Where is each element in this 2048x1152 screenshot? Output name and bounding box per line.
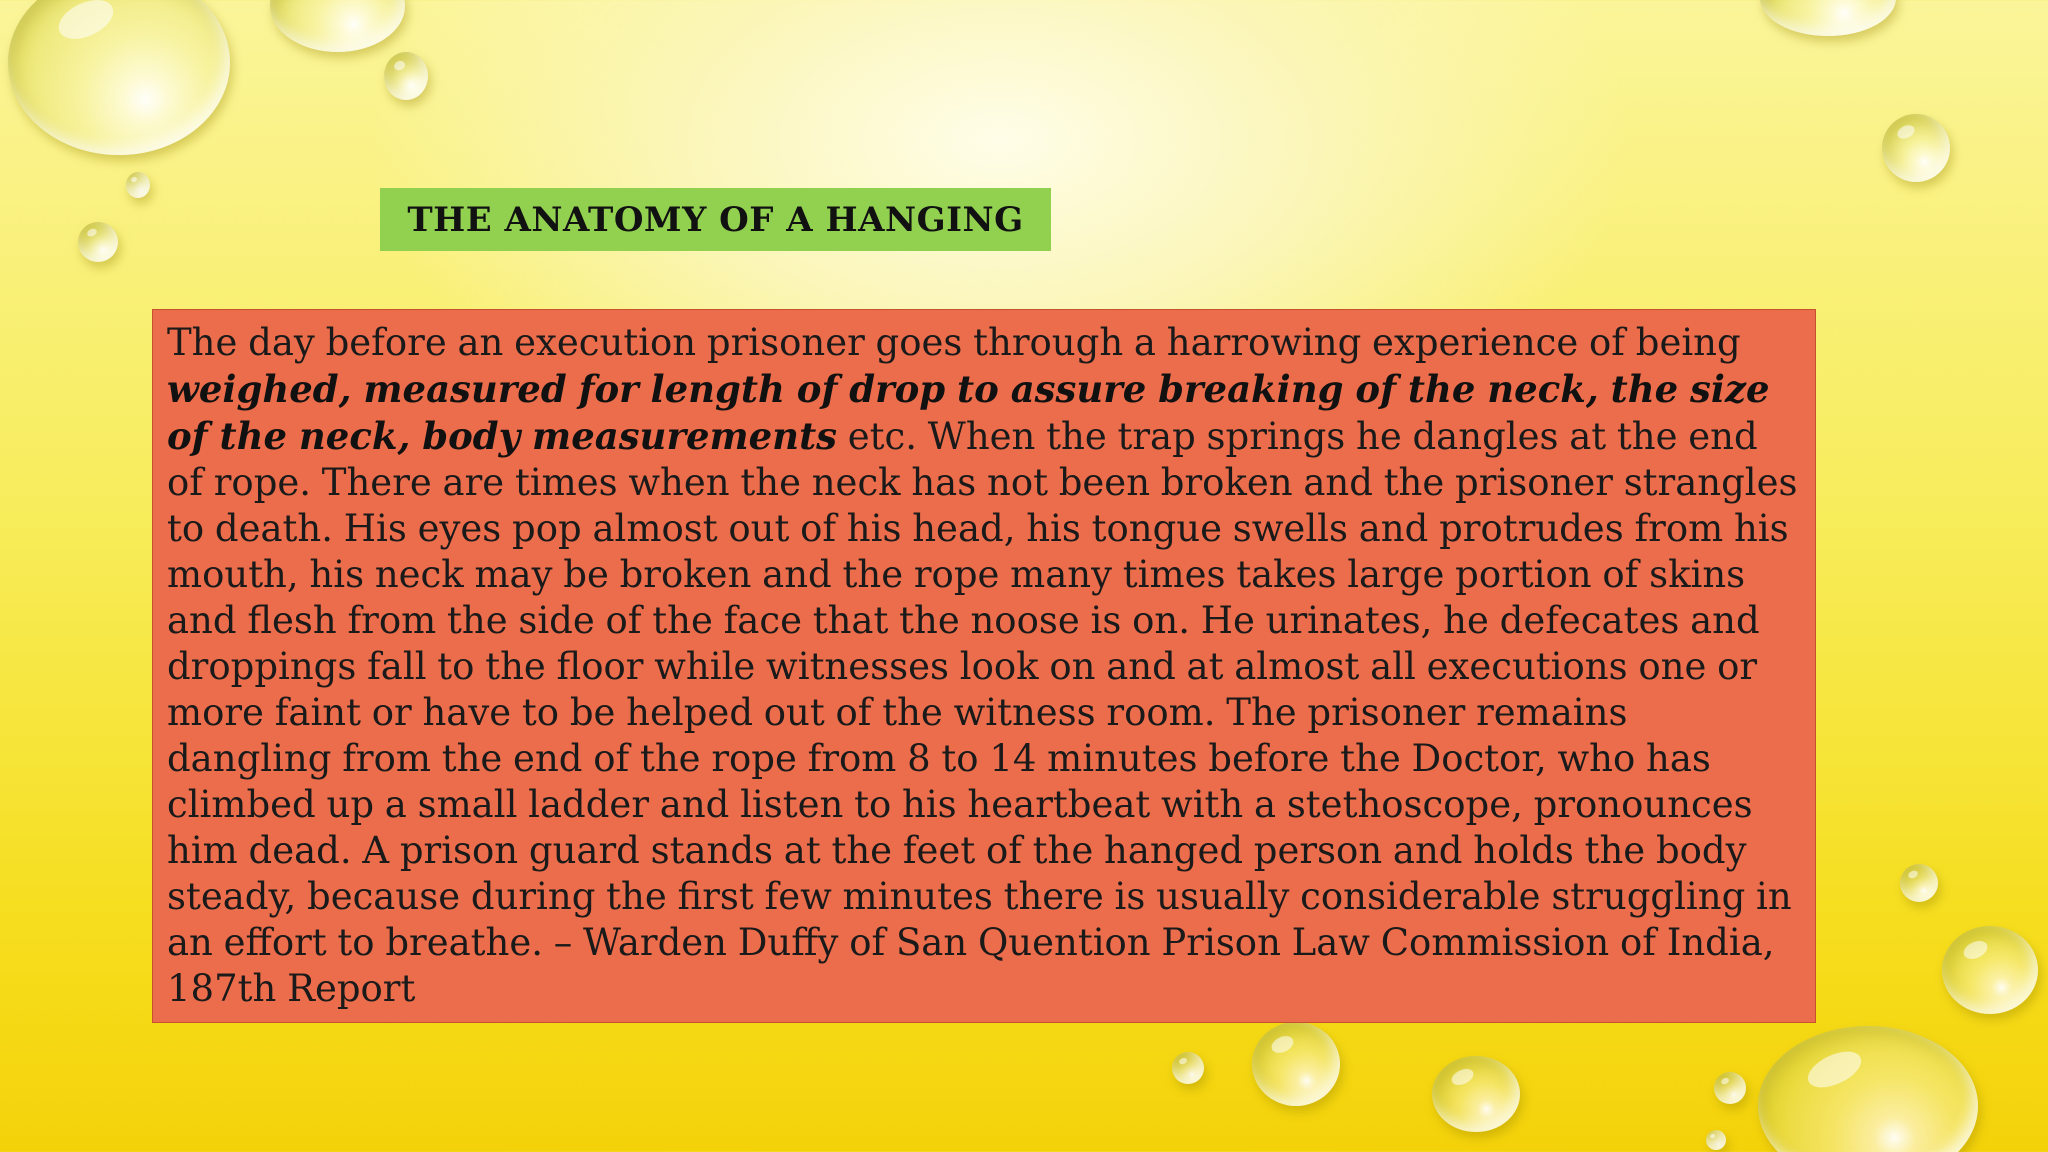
body-rest-text: etc. When the trap springs he dangles at the end of rope. There are times when the neck has not been broken and the prisoner strangles to death. His eyes pop almost out of his head, his tongue swells and protrudes from his mouth, his neck may be broken and the rope many times takes large portion of skins and flesh from the side of the face that the noose is on. He urinates, he defecates and droppings fall to the floor while witnesses look on and at almost all executions one or more faint or have to be helped out of the witness room. The prisoner remains dangling from the end of the rope from 8 to 14 minutes before the Doctor, who has climbed up a small ladder and listen to his heartbeat with a stethoscope, pronounces him dead. A prison guard stands at the feet of the hanged person and holds the body steady, because during the first few minutes there is usually considerable struggling in an effort to breathe. – Warden Duffy of San Quention Prison Law Commission of India, 187th Report xyxy=(167,415,1798,1010)
water-drop-decoration xyxy=(126,172,150,198)
water-drop-decoration xyxy=(1432,1056,1520,1132)
slide-body-paragraph xyxy=(167,320,1801,1012)
water-drop-decoration xyxy=(1758,1026,1978,1152)
water-drop-decoration xyxy=(8,0,230,155)
slide-title-box xyxy=(380,188,1051,251)
water-drop-decoration xyxy=(1172,1052,1204,1084)
water-drop-decoration xyxy=(1882,114,1950,182)
body-emphasis-text: weighed, measured for length of drop to assure breaking of the neck, the size of the neck, body measurements xyxy=(167,367,1770,458)
water-drop-decoration xyxy=(1706,1130,1726,1150)
water-drop-decoration xyxy=(78,222,118,262)
slide-title: THE ANATOMY OF A HANGING xyxy=(407,199,1024,240)
water-drop-decoration xyxy=(1252,1022,1340,1106)
water-drop-decoration xyxy=(1900,864,1938,902)
water-drop-decoration xyxy=(270,0,405,52)
water-drop-decoration xyxy=(1760,0,1896,36)
water-drop-decoration xyxy=(1942,926,2038,1014)
water-drop-decoration xyxy=(384,52,428,100)
body-intro-text: The day before an execution prisoner goes through a harrowing experience of being xyxy=(167,321,1741,364)
water-drop-decoration xyxy=(1714,1072,1746,1104)
slide-body-box xyxy=(152,309,1816,1023)
